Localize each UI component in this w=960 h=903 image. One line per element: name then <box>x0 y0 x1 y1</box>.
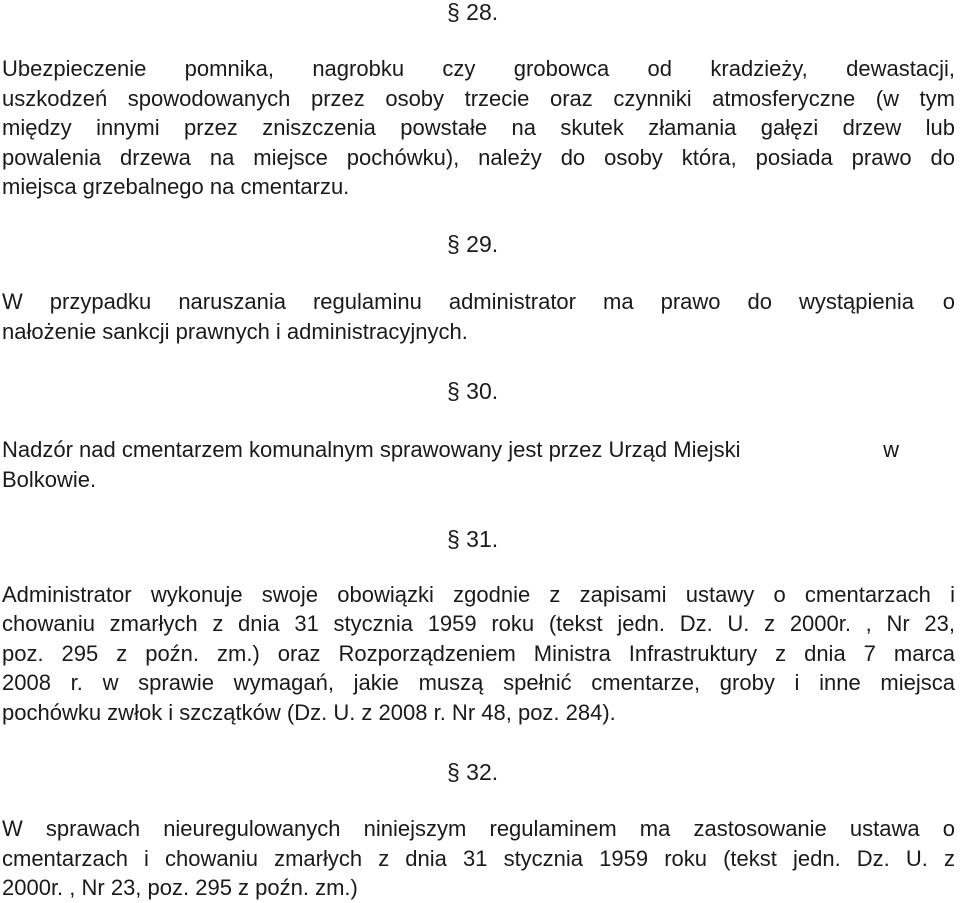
paragraph-line: Administrator wykonuje swoje obowiązki zgodnie z zapisami ustawy o cmentarzach i <box>2 582 955 607</box>
paragraph-line-end: w <box>883 437 899 462</box>
paragraph-line: W sprawach nieuregulowanych niniejszym regulaminem ma zastosowanie ustawa o <box>2 816 955 841</box>
paragraph-line-main: Nadzór nad cmentarzem komunalnym sprawowany jest przez Urząd Miejski <box>2 437 741 462</box>
paragraph-line: między innymi przez zniszczenia powstałe na skutek złamania gałęzi drzew lub <box>2 115 955 141</box>
section-30-paragraph <box>2 435 955 494</box>
section-heading-28: § 28. <box>447 0 499 25</box>
paragraph-line: chowaniu zmarłych z dnia 31 stycznia 1959 roku (tekst jedn. Dz. U. z 2000r. , Nr 23, <box>2 611 955 637</box>
section-29-paragraph <box>2 287 955 346</box>
paragraph-line: poz. 295 z poźn. zm.) oraz Rozporządzeniem Ministra Infrastruktury z dnia 7 marca <box>2 640 955 666</box>
paragraph-line: miejsca grzebalnego na cmentarzu. <box>2 174 350 200</box>
paragraph-line-main: W przypadku naruszania regulaminu administrator ma prawo do wystąpienia <box>2 289 914 314</box>
paragraph-line: 2000r. , Nr 23, poz. 295 z poźn. zm.) <box>2 875 358 901</box>
paragraph-line: uszkodzeń spowodowanych przez osoby trzecie oraz czynniki atmosferyczne (w tym <box>2 85 955 111</box>
paragraph-line-end: o <box>942 289 955 314</box>
section-heading-29: § 29. <box>447 231 499 257</box>
section-28-paragraph <box>2 54 955 202</box>
section-heading-31: § 31. <box>447 526 499 552</box>
paragraph-line: nałożenie sankcji prawnych i administracyjnych. <box>2 318 468 344</box>
paragraph-line: cmentarzach i chowaniu zmarłych z dnia 31 stycznia 1959 roku (tekst jedn. Dz. U. z <box>2 845 955 871</box>
section-heading-32: § 32. <box>447 759 499 785</box>
paragraph-line <box>2 435 955 465</box>
paragraph-line: powalenia drzewa na miejsce pochówku), należy do osoby która, posiada prawo do <box>2 144 955 170</box>
section-31-paragraph <box>2 580 955 727</box>
paragraph-line: Ubezpieczenie pomnika, nagrobku czy grobowca od kradzieży, dewastacji, <box>2 56 955 81</box>
paragraph-line: 2008 r. w sprawie wymagań, jakie muszą spełnić cmentarze, groby i inne miejsca <box>2 670 955 696</box>
section-32-paragraph <box>2 814 955 903</box>
paragraph-line: Bolkowie. <box>2 466 97 492</box>
paragraph-line: pochówku zwłok i szczątków (Dz. U. z 2008 r. Nr 48, poz. 284). <box>2 699 616 725</box>
section-heading-30: § 30. <box>447 378 499 404</box>
paragraph-line <box>2 287 955 317</box>
